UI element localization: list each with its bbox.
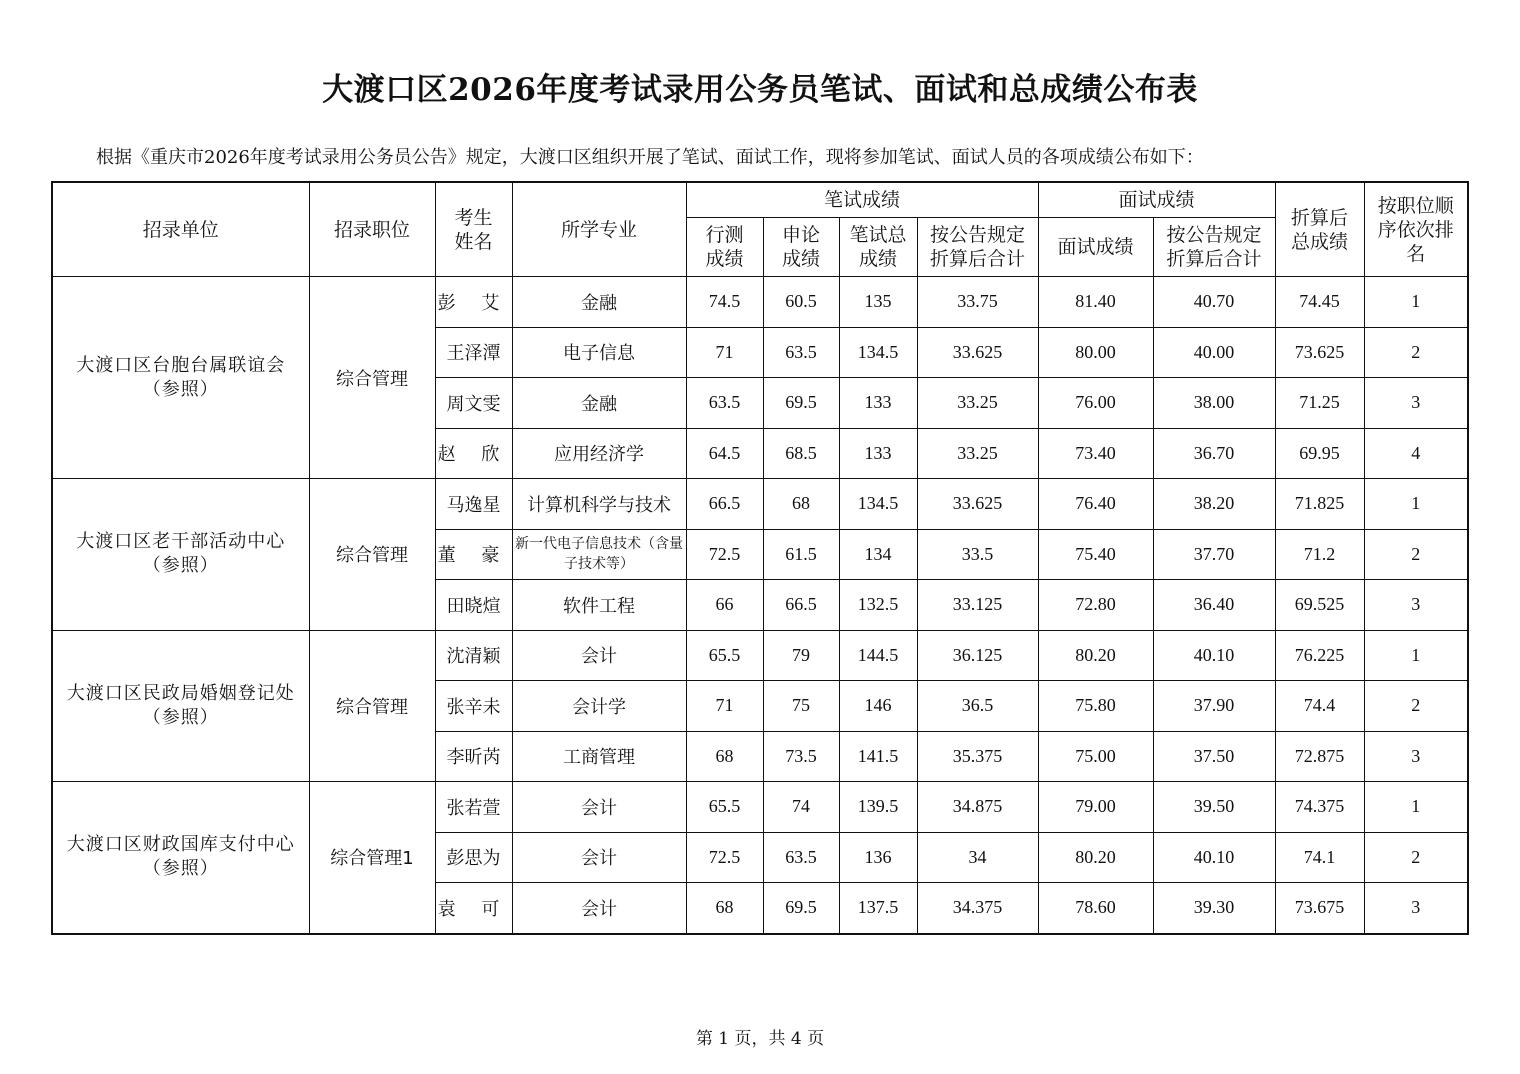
rank-cell: 3 [1364,883,1468,934]
xingce-cell: 74.5 [686,277,763,328]
interview-converted-cell: 37.90 [1153,681,1275,732]
written-total-cell: 146 [839,681,917,732]
header-interview-group: 面试成绩 [1038,182,1275,218]
shenlun-cell: 60.5 [763,277,839,328]
unit-cell [52,630,309,782]
xingce-cell: 71 [686,327,763,378]
interview-converted-cell: 36.70 [1153,428,1275,479]
xingce-cell: 63.5 [686,378,763,429]
written-converted-cell: 33.25 [917,378,1038,429]
xingce-cell: 66.5 [686,479,763,530]
interview-converted-cell: 38.00 [1153,378,1275,429]
xingce-cell: 64.5 [686,428,763,479]
unit-cell [52,479,309,631]
page-footer: 第 1 页，共 4 页 [695,1029,825,1049]
written-converted-cell: 33.75 [917,277,1038,328]
candidate-name-cell: 董 豪 [435,529,512,580]
rank-cell: 2 [1364,327,1468,378]
interview-score-cell: 75.80 [1038,681,1153,732]
major-cell: 金融 [512,277,686,328]
major-cell: 应用经济学 [512,428,686,479]
final-total-cell: 73.675 [1275,883,1364,934]
header-shenlun: 申论成绩 [763,218,839,277]
written-converted-cell: 36.5 [917,681,1038,732]
header-interview-converted: 按公告规定折算后合计 [1153,218,1275,277]
final-total-cell: 71.825 [1275,479,1364,530]
shenlun-cell: 63.5 [763,327,839,378]
interview-converted-cell: 38.20 [1153,479,1275,530]
xingce-cell: 72.5 [686,832,763,883]
written-total-cell: 144.5 [839,630,917,681]
page-title: 大渡口区2026年度考试录用公务员笔试、面试和总成绩公布表 [322,72,1198,108]
final-total-cell: 71.2 [1275,529,1364,580]
interview-converted-cell: 37.70 [1153,529,1275,580]
major-cell: 会计 [512,782,686,833]
candidate-name-cell: 马逸星 [435,479,512,530]
written-converted-cell: 33.625 [917,479,1038,530]
written-converted-cell: 34.375 [917,883,1038,934]
header-written-total: 笔试总成绩 [839,218,917,277]
xingce-cell: 65.5 [686,782,763,833]
candidate-name-cell: 袁 可 [435,883,512,934]
candidate-name-cell: 彭 艾 [435,277,512,328]
rank-cell: 3 [1364,731,1468,782]
xingce-cell: 68 [686,883,763,934]
candidate-name-cell: 田晓煊 [435,580,512,631]
header-final-total: 折算后总成绩 [1275,182,1364,277]
header-written-converted: 按公告规定折算后合计 [917,218,1038,277]
shenlun-cell: 79 [763,630,839,681]
interview-score-cell: 80.20 [1038,832,1153,883]
candidate-name-cell: 彭思为 [435,832,512,883]
interview-score-cell: 79.00 [1038,782,1153,833]
final-total-cell: 73.625 [1275,327,1364,378]
unit-note: （参照） [142,858,219,880]
written-total-cell: 137.5 [839,883,917,934]
written-total-cell: 132.5 [839,580,917,631]
unit-note: （参照） [142,378,219,400]
header-major: 所学专业 [512,182,686,277]
header-position: 招录职位 [309,182,435,277]
final-total-cell: 71.25 [1275,378,1364,429]
major-cell: 金融 [512,378,686,429]
rank-cell: 2 [1364,529,1468,580]
written-converted-cell: 33.625 [917,327,1038,378]
interview-score-cell: 81.40 [1038,277,1153,328]
header-unit: 招录单位 [52,182,309,277]
unit-cell [52,782,309,934]
intro-paragraph: 根据《重庆市2026年度考试录用公务员公告》规定，大渡口区组织开展了笔试、面试工作，现将参加笔试、面试人员的各项成绩公布如下： [96,147,1204,168]
shenlun-cell: 73.5 [763,731,839,782]
written-converted-cell: 33.25 [917,428,1038,479]
candidate-name-cell: 张辛未 [435,681,512,732]
rank-cell: 3 [1364,580,1468,631]
unit-name: 大渡口区财政国库支付中心 [66,834,295,856]
shenlun-cell: 61.5 [763,529,839,580]
rank-cell: 1 [1364,479,1468,530]
header-rank: 按职位顺序依次排名 [1364,182,1468,277]
interview-converted-cell: 36.40 [1153,580,1275,631]
shenlun-cell: 68.5 [763,428,839,479]
candidate-name-cell: 周文雯 [435,378,512,429]
rank-cell: 2 [1364,832,1468,883]
shenlun-cell: 66.5 [763,580,839,631]
position-cell: 综合管理 [309,479,435,631]
written-total-cell: 133 [839,378,917,429]
header-name: 考生姓名 [435,182,512,277]
unit-name: 大渡口区老干部活动中心 [76,531,286,553]
final-total-cell: 69.95 [1275,428,1364,479]
rank-cell: 1 [1364,782,1468,833]
header-interview-score: 面试成绩 [1038,218,1153,277]
header-xingce: 行测成绩 [686,218,763,277]
score-table [51,181,1469,935]
table-row [52,782,1468,833]
final-total-cell: 74.375 [1275,782,1364,833]
unit-note: （参照） [142,706,219,728]
rank-cell: 3 [1364,378,1468,429]
written-total-cell: 134.5 [839,327,917,378]
major-cell: 计算机科学与技术 [512,479,686,530]
interview-converted-cell: 37.50 [1153,731,1275,782]
candidate-name-cell: 赵 欣 [435,428,512,479]
final-total-cell: 76.225 [1275,630,1364,681]
interview-score-cell: 78.60 [1038,883,1153,934]
interview-score-cell: 75.00 [1038,731,1153,782]
major-cell: 电子信息 [512,327,686,378]
final-total-cell: 74.1 [1275,832,1364,883]
table-row [52,479,1468,530]
unit-note: （参照） [142,555,219,577]
written-converted-cell: 35.375 [917,731,1038,782]
shenlun-cell: 75 [763,681,839,732]
interview-score-cell: 73.40 [1038,428,1153,479]
interview-score-cell: 75.40 [1038,529,1153,580]
major-cell: 会计学 [512,681,686,732]
interview-converted-cell: 40.70 [1153,277,1275,328]
shenlun-cell: 63.5 [763,832,839,883]
position-cell: 综合管理1 [309,782,435,934]
candidate-name-cell: 王泽潭 [435,327,512,378]
position-cell: 综合管理 [309,277,435,479]
interview-score-cell: 80.00 [1038,327,1153,378]
candidate-name-cell: 李昕芮 [435,731,512,782]
interview-converted-cell: 39.30 [1153,883,1275,934]
shenlun-cell: 74 [763,782,839,833]
final-total-cell: 72.875 [1275,731,1364,782]
interview-score-cell: 72.80 [1038,580,1153,631]
xingce-cell: 68 [686,731,763,782]
shenlun-cell: 68 [763,479,839,530]
rank-cell: 1 [1364,630,1468,681]
interview-converted-cell: 40.10 [1153,630,1275,681]
xingce-cell: 72.5 [686,529,763,580]
written-total-cell: 136 [839,832,917,883]
table-row [52,630,1468,681]
rank-cell: 2 [1364,681,1468,732]
interview-converted-cell: 40.10 [1153,832,1275,883]
written-converted-cell: 34 [917,832,1038,883]
position-cell: 综合管理 [309,630,435,782]
written-converted-cell: 36.125 [917,630,1038,681]
written-converted-cell: 34.875 [917,782,1038,833]
header-written-group: 笔试成绩 [686,182,1038,218]
candidate-name-cell: 张若萱 [435,782,512,833]
written-converted-cell: 33.125 [917,580,1038,631]
interview-converted-cell: 40.00 [1153,327,1275,378]
score-table-body [52,277,1468,934]
major-cell: 会计 [512,832,686,883]
written-total-cell: 141.5 [839,731,917,782]
rank-cell: 4 [1364,428,1468,479]
interview-score-cell: 76.40 [1038,479,1153,530]
major-cell: 工商管理 [512,731,686,782]
unit-name: 大渡口区台胞台属联谊会 [76,354,286,376]
xingce-cell: 71 [686,681,763,732]
written-total-cell: 134.5 [839,479,917,530]
interview-score-cell: 76.00 [1038,378,1153,429]
major-cell: 新一代电子信息技术（含量子技术等） [512,529,686,580]
major-cell: 会计 [512,883,686,934]
written-total-cell: 135 [839,277,917,328]
written-total-cell: 134 [839,529,917,580]
major-cell: 会计 [512,630,686,681]
written-converted-cell: 33.5 [917,529,1038,580]
final-total-cell: 74.45 [1275,277,1364,328]
final-total-cell: 74.4 [1275,681,1364,732]
final-total-cell: 69.525 [1275,580,1364,631]
table-row [52,277,1468,328]
xingce-cell: 65.5 [686,630,763,681]
candidate-name-cell: 沈清颖 [435,630,512,681]
shenlun-cell: 69.5 [763,883,839,934]
rank-cell: 1 [1364,277,1468,328]
written-total-cell: 133 [839,428,917,479]
interview-score-cell: 80.20 [1038,630,1153,681]
shenlun-cell: 69.5 [763,378,839,429]
major-cell: 软件工程 [512,580,686,631]
interview-converted-cell: 39.50 [1153,782,1275,833]
xingce-cell: 66 [686,580,763,631]
unit-cell [52,277,309,479]
written-total-cell: 139.5 [839,782,917,833]
unit-name: 大渡口区民政局婚姻登记处 [66,682,295,704]
